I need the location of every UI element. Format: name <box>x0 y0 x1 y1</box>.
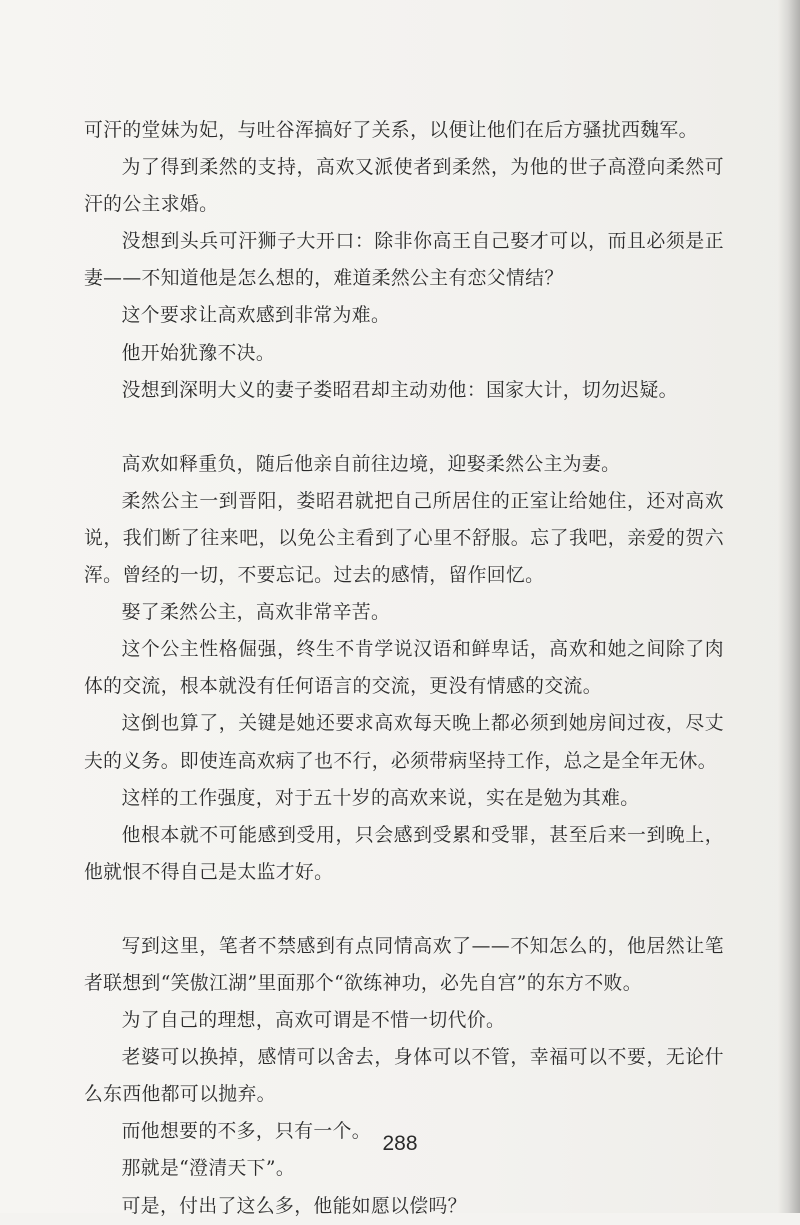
section-break <box>84 409 724 446</box>
paragraph: 没想到头兵可汗狮子大开口：除非你高王自己娶才可以，而且必须是正妻——不知道他是怎么想的，难道柔然公主有恋父情结？ <box>84 231 724 290</box>
paragraph: 写到这里，笔者不禁感到有点同情高欢了——不知怎么的，他居然让笔者联想到“笑傲江湖”里面那个“欲练神功，必先自宫”的东方不败。 <box>84 935 724 994</box>
paragraph: 这个要求让高欢感到非常为难。 <box>121 305 391 327</box>
paragraph: 没想到深明大义的妻子娄昭君却主动劝他：国家大计，切勿迟疑。 <box>121 379 678 401</box>
paragraph: 娶了柔然公主，高欢非常辛苦。 <box>121 602 391 624</box>
body-text <box>84 112 724 1225</box>
paragraph: 他开始犹豫不决。 <box>121 342 276 364</box>
book-spine-shadow <box>778 0 800 1213</box>
paragraph: 这倒也算了，关键是她还要求高欢每天晚上都必须到她房间过夜，尽丈夫的义务。即使连高欢病了也不行，必须带病坚持工作，总之是全年无休。 <box>84 713 724 772</box>
paragraph: 柔然公主一到晋阳，娄昭君就把自己所居住的正室让给她住，还对高欢说，我们断了往来吧，以免公主看到了心里不舒服。忘了我吧，亲爱的贺六浑。曾经的一切，不要忘记。过去的感情，留作回忆。 <box>84 490 724 587</box>
paragraph: 高欢如释重负，随后他亲自前往边境，迎娶柔然公主为妻。 <box>121 453 621 475</box>
paragraph: 这个公主性格倔强，终生不肯学说汉语和鲜卑话，高欢和她之间除了肉体的交流，根本就没有任何语言的交流，更没有情感的交流。 <box>84 639 724 698</box>
paragraph: 为了得到柔然的支持，高欢又派使者到柔然，为他的世子高澄向柔然可汗的公主求婚。 <box>84 157 724 216</box>
paragraph: 那就是“澄清天下”。 <box>121 1158 296 1180</box>
paragraph: 可汗的堂妹为妃，与吐谷浑搞好了关系，以便让他们在后方骚扰西魏军。 <box>84 120 698 141</box>
paragraph: 为了自己的理想，高欢可谓是不惜一切代价。 <box>121 1010 506 1032</box>
paragraph: 他根本就不可能感到受用，只会感到受累和受罪，甚至后来一到晚上，他就恨不得自己是太监才好。 <box>84 824 724 883</box>
paragraph: 这样的工作强度，对于五十岁的高欢来说，实在是勉为其难。 <box>121 787 640 809</box>
paragraph: 而他想要的不多，只有一个。 <box>121 1121 371 1143</box>
page-number: 288 <box>382 1132 418 1155</box>
section-break <box>84 891 724 928</box>
paragraph: 可是，付出了这么多，他能如愿以偿吗？ <box>121 1195 467 1217</box>
paragraph: 老婆可以换掉，感情可以舍去，身体可以不管，幸福可以不要，无论什么东西他都可以抛弃。 <box>84 1047 724 1106</box>
